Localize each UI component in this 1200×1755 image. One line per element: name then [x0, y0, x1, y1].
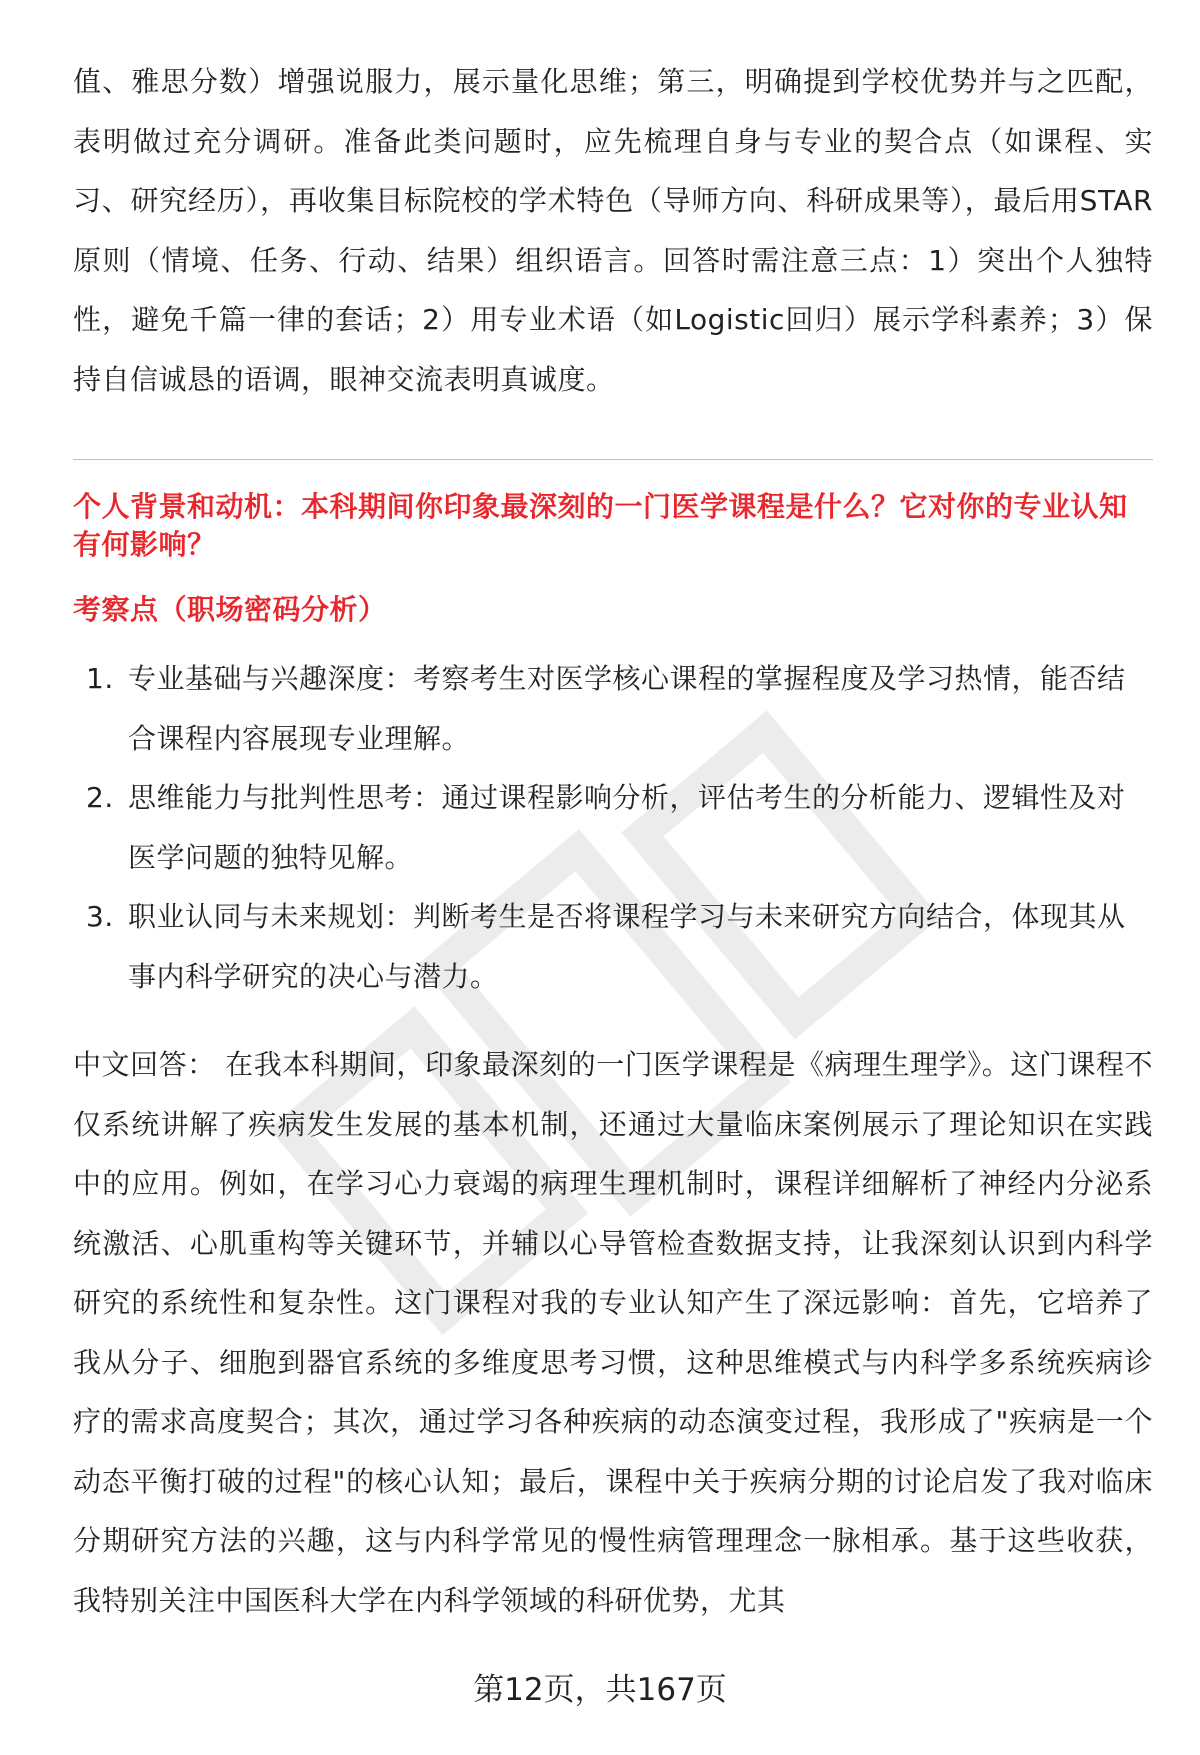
answer-paragraph: 中文回答： 在我本科期间，印象最深刻的一门医学课程是《病理生理学》。这门课程不仅系统讲解了疾病发生发展的基本机制，还通过大量临床案例展示了理论知识在实践中的应用。例如，在学习心力衰竭的病理生理机制时，课程详细解析了神经内分泌系统激活、心肌重构等关键环节，并辅以心导管检查数据支持，让我深刻认识到内科学研究的系统性和复杂性。这门课程对我的专业认知产生了深远影响：首先，它培养了我从分子、细胞到器官系统的多维度思考习惯，这种思维模式与内科学多系统疾病诊疗的需求高度契合；其次，通过学习各种疾病的动态演变过程，我形成了"疾病是一个动态平衡打破的过程"的核心认知；最后，课程中关于疾病分期的讨论启发了我对临床分期研究方法的兴趣，这与内科学常见的慢性病管理理念一脉相承。基于这些收获，我特别关注中国医科大学在内科学领域的科研优势，尤其: [73, 1048, 1153, 1617]
intro-paragraph: 值、雅思分数）增强说服力，展示量化思维；第三，明确提到学校优势并与之匹配，表明做过充分调研。准备此类问题时，应先梳理自身与专业的契合点（如课程、实习、研究经历），再收集目标院校的学术特色（导师方向、科研成果等），最后用STAR原则（情境、任务、行动、结果）组织语言。回答时需注意三点：1）突出个人独特性，避免千篇一律的套话；2）用专业术语（如Logistic回归）展示学科素养；3）保持自信诚恳的语调，眼神交流表明真诚度。: [73, 65, 1153, 396]
list-item-text: 专业基础与兴趣深度：考察考生对医学核心课程的掌握程度及学习热情，能否结合课程内容展现专业理解。: [128, 662, 1126, 755]
list-item-number: 2.: [86, 781, 114, 814]
list-item-text: 职业认同与未来规划：判断考生是否将课程学习与未来研究方向结合，体现其从事内科学研究的决心与潜力。: [128, 900, 1126, 993]
assessment-subheading: 考察点（职场密码分析）: [73, 593, 387, 626]
section-divider: [73, 459, 1153, 460]
list-item: [73, 768, 1153, 887]
list-item: [73, 887, 1153, 1006]
list-item-text: 思维能力与批判性思考：通过课程影响分析，评估考生的分析能力、逻辑性及对医学问题的独特见解。: [128, 781, 1126, 874]
page-number-footer: 第12页，共167页: [473, 1672, 727, 1708]
assessment-points-list: [73, 649, 1153, 1006]
content-area: [73, 52, 1153, 1630]
question-heading: 个人背景和动机：本科期间你印象最深刻的一门医学课程是什么？它对你的专业认知有何影响？: [73, 490, 1128, 561]
list-item-number: 1.: [86, 662, 114, 695]
list-item: [73, 649, 1153, 768]
list-item-number: 3.: [86, 900, 114, 933]
